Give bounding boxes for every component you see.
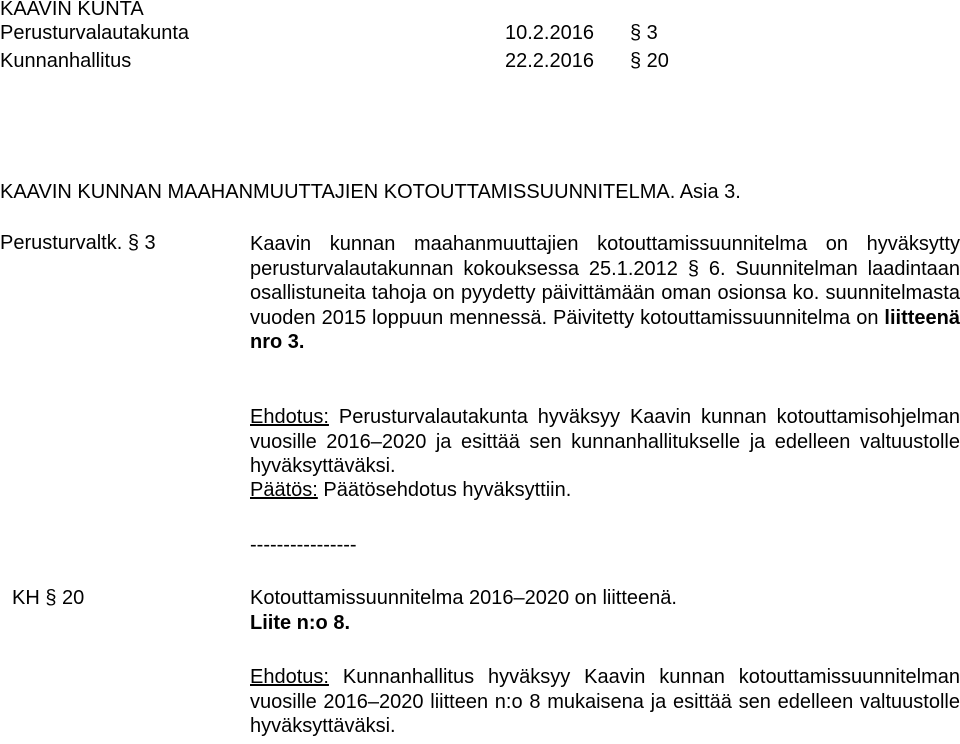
section1-attachment-ref: liitteenä nro 3.	[250, 306, 960, 353]
section2-attachment-ref: Liite n:o 8.	[250, 611, 350, 634]
section2-attachment-paragraph	[250, 586, 960, 635]
section1-reference: Perusturvaltk. § 3	[0, 232, 156, 254]
section2-proposal-text: Kunnanhallitus hyväksyy Kaavin kunnan kotouttamissuunnitelman vuosille 2016–2020 liitteen n:o 8 mukaisena ja esittää sen edelleen valtuustolle hyväksyttäväksi.	[250, 666, 960, 737]
header-date-2: 22.2.2016	[505, 50, 594, 72]
header-body-2: Kunnanhallitus	[0, 50, 132, 72]
section1-intro-text: Kaavin kunnan maahanmuuttajien kotouttamissuunnitelma on hyväksytty perusturvalautakunnan kokouksessa 25.1.2012 § 6. Suunnitelman laadintaan osallistuneita tahoja on pyydetty päivittämään oman osionsa ko. suunnitelmasta vuoden 2015 loppuun mennessä. Päivitetty kotouttamissuunnitelma on	[250, 233, 960, 329]
document-title: KAAVIN KUNNAN MAAHANMUUTTAJIEN KOTOUTTAMISSUUNNITELMA. Asia 3.	[0, 181, 741, 203]
section1-intro-paragraph	[250, 232, 960, 355]
header-body-1: Perusturvalautakunta	[0, 22, 190, 44]
header-section-2: § 20	[630, 50, 669, 72]
section2-proposal-paragraph	[250, 665, 960, 739]
organization-name: KAAVIN KUNTA	[0, 0, 144, 20]
header-date-1: 10.2.2016	[505, 22, 594, 44]
section2-reference: KH § 20	[12, 587, 85, 609]
section1-decision-paragraph	[250, 478, 960, 503]
section1-proposal-text: Perusturvalautakunta hyväksyy Kaavin kunnan kotouttamisohjelman vuosille 2016–2020 ja esittää sen kunnanhallitukselle ja edelleen valtuustolle hyväksyttäväksi.	[250, 406, 960, 477]
section2-proposal-label: Ehdotus:	[250, 666, 329, 688]
section-divider: ----------------	[250, 534, 357, 556]
section1-decision-label: Päätös:	[250, 479, 318, 501]
section1-proposal-label: Ehdotus:	[250, 406, 329, 428]
section1-proposal-paragraph	[250, 405, 960, 479]
section1-decision-text: Päätösehdotus hyväksyttiin.	[317, 479, 572, 501]
header-section-1: § 3	[630, 22, 658, 44]
section2-line: Kotouttamissuunnitelma 2016–2020 on liitteenä.	[250, 587, 677, 609]
